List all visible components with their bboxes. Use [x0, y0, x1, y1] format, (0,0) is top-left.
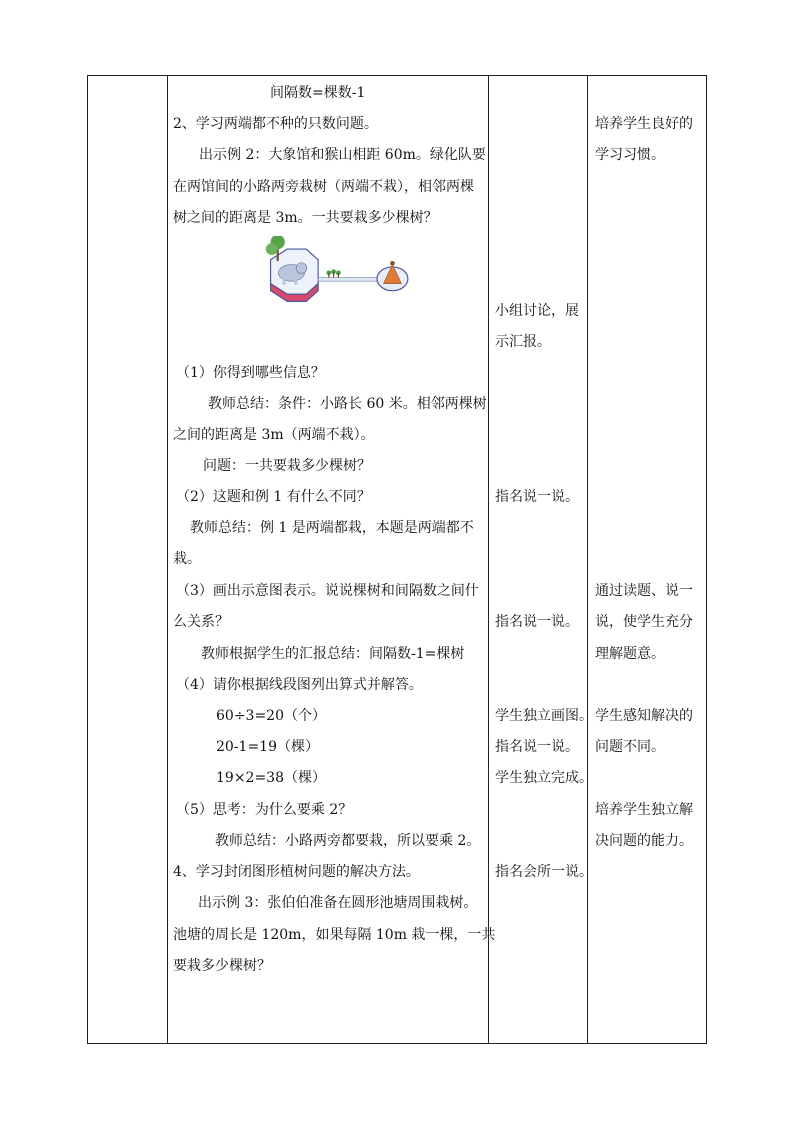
column-divider: [488, 76, 489, 1043]
design-intent: 通过读题、说一: [595, 583, 693, 599]
content-line: 问题：一共要栽多少棵树？: [203, 458, 371, 474]
content-line: 教师根据学生的汇报总结：间隔数-1=棵树: [201, 646, 465, 662]
design-intent: 理解题意。: [595, 646, 665, 662]
content-line: （1）你得到哪些信息？: [176, 365, 325, 381]
content-line: 教师总结：例 1 是两端都栽，本题是两端都不: [190, 520, 474, 536]
column-divider: [167, 76, 168, 1043]
student-activity: 示汇报。: [495, 334, 551, 350]
content-line: 4、学习封闭图形植树问题的解决方法。: [173, 864, 420, 880]
content-line: 在两馆间的小路两旁栽树（两端不栽），相邻两棵: [173, 179, 474, 195]
design-intent: 培养学生独立解: [595, 802, 693, 818]
path-road: [318, 278, 377, 282]
content-line: 教师总结：条件：小路长 60 米。相邻两棵树: [208, 396, 487, 412]
equation: 19×2=38（棵）: [216, 770, 326, 786]
content-line: 要栽多少棵树？: [173, 958, 271, 974]
content-line: 池塘的周长是 120m，如果每隔 10m 栽一棵，一共: [173, 927, 496, 943]
content-line: 之间的距离是 3m（两端不栽）。: [173, 427, 375, 443]
design-intent: 学习习惯。: [595, 147, 665, 163]
design-intent: 问题不同。: [595, 739, 665, 755]
equation: 60÷3=20（个）: [216, 708, 326, 724]
student-activity: 指名说一说。: [495, 614, 579, 630]
student-activity: 小组讨论，展: [495, 303, 579, 319]
design-intent: 培养学生良好的: [595, 116, 693, 132]
content-line: 树之间的距离是 3m。一共要栽多少棵树？: [173, 210, 438, 226]
design-intent: 决问题的能力。: [595, 833, 693, 849]
content-line: （4）请你根据线段图列出算式并解答。: [176, 677, 423, 693]
student-activity: 指名会所一说。: [495, 864, 593, 880]
content-line: （2）这题和例 1 有什么不同？: [176, 489, 371, 505]
content-line: 么关系？: [173, 614, 229, 630]
student-activity: 指名说一说。: [495, 489, 579, 505]
equation: 20-1=19（棵）: [216, 739, 319, 755]
student-activity: 学生独立画图。: [495, 708, 593, 724]
design-intent: 学生感知解决的: [595, 708, 693, 724]
student-activity: 指名说一说。: [495, 739, 579, 755]
content-line: （5）思考：为什么要乘 2？: [176, 802, 353, 818]
monkey-hill-icon: [377, 261, 408, 291]
content-line: 出示例 3：张伯伯准备在圆形池塘周围栽树。: [198, 895, 478, 911]
design-intent: 说，使学生充分: [595, 614, 693, 630]
content-line: 教师总结：小路两旁都要栽，所以要乘 2。: [215, 833, 481, 849]
student-activity: 学生独立完成。: [495, 770, 593, 786]
content-line: （3）画出示意图表示。说说棵树和间隔数之间什: [176, 583, 479, 599]
content-line: 出示例 2：大象馆和猴山相距 60m。绿化队要: [199, 147, 486, 163]
zoo-illustration: [200, 236, 466, 346]
content-line: 栽。: [173, 551, 201, 567]
content-line: 2、学习两端都不种的只数问题。: [173, 116, 378, 132]
column-divider: [587, 76, 588, 1043]
tree-icon: [326, 269, 340, 277]
content-line: 间隔数=棵数-1: [270, 85, 366, 101]
